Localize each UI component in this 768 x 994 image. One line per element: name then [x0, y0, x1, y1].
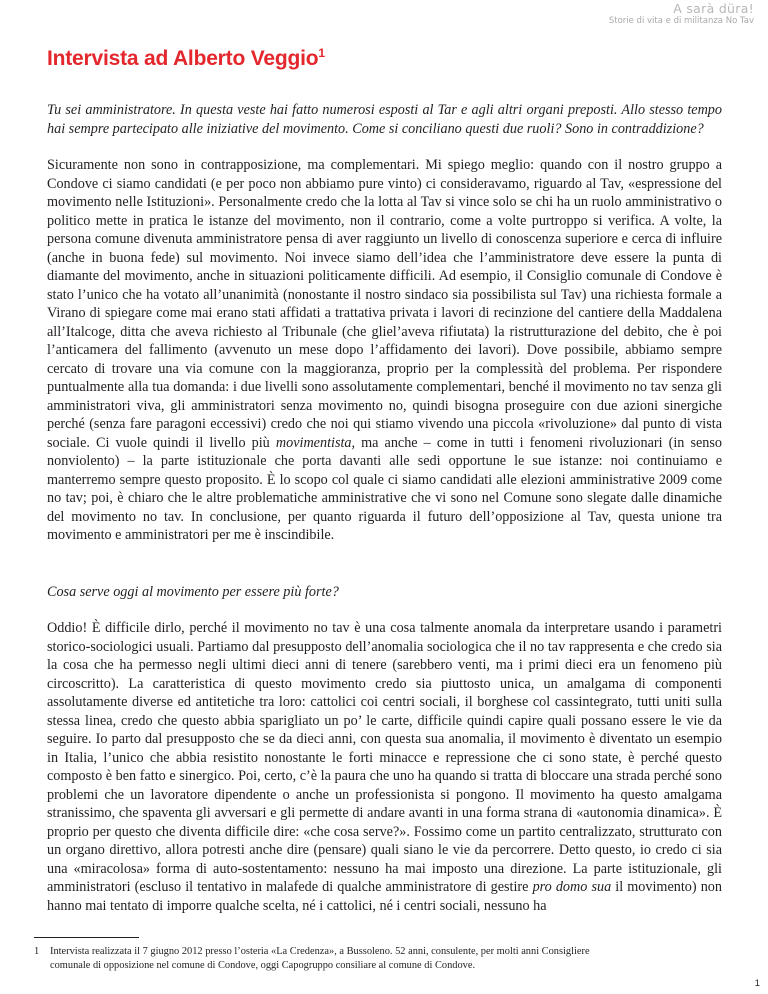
question-1: Tu sei amministratore. In questa veste hai fatto numerosi esposti al Tar e agli altri organi preposti. Allo stesso tempo hai sempre partecipato alle iniziative del movimento. Come si conciliano questi due ruoli? Sono in contraddizione?	[47, 102, 722, 137]
footnote-text-line-2: comunale di opposizione nel comune di Condove, oggi Capogruppo consiliare al comune di Condove.	[50, 959, 476, 971]
article-title	[47, 47, 325, 71]
answer-1-text-a: Sicuramente non sono in contrapposizione, ma complementari. Mi spiego meglio: quando con il nostro gruppo a Condove ci siamo candidati (e per poco non abbiamo pure vinto) ci consideravamo, riguardo al Tav, «espressione del movimento nelle Istituzioni». Personalmente credo che la lotta al Tav si vince solo se chi ha un ruolo amministrativo o politico mette in pratica le istanze del movimento, non il contrario, come a volte purtroppo si verifica. A volte, la persona comune divenuta amministratore pensa di aver raggiunto un livello di conoscenza superiore e cerca di influire (anche in buona fede) sul movimento. Noi invece siamo dell’idea che l’amministratore deve essere la punta di diamante del movimento, anche in situazioni politicamente difficili. Ad esempio, il Consiglio comunale di Condove è stato l’unico che ha votato all’unanimità (nonostante il nostro sindaco sia possibilista sul Tav) una richiesta formale a Virano di spiegare come mai erano stati affidati a trattativa privata i lavori di recinzione del cantiere della Maddalena all’Italcoge, ditta che aveva richiesto al Tribunale (che gliel’aveva rifiutata) la ristrutturazione del debito, che è poi l’anticamera del fallimento (avvenuto un mese dopo l’affidamento dei lavori). Dove possibile, abbiamo sempre cercato di trovare una via comune con la maggioranza, proprio per la complessità del problema. Per rispondere puntualmente alla tua domanda: i due livelli sono assolutamente complementari, benché il movimento no tav senza gli amministratori viva, gli amministratori senza movimento no, quindi bisogna proseguire con due azioni sinergiche perché (senza fare paragoni eccessivi) credo che noi qui stiamo vivendo una piccola «rivoluzione» dal punto di vista sociale. Ci vuole quindi il livello più	[47, 157, 722, 451]
book-subtitle: Storie di vita e di militanza No Tav	[608, 15, 754, 26]
answer-2	[47, 619, 722, 915]
answer-2-italic: pro domo sua	[532, 879, 612, 895]
answer-2-text-b: il movimento) non hanno mai tentato di imporre qualche scelta, né i cattolici, né i centri sociali, nessuno ha	[47, 879, 722, 914]
footnote	[34, 945, 724, 972]
footnote-reference: 1	[318, 46, 325, 60]
answer-1-text-b: ma anche – come in tutti i fenomeni rivoluzionari (in senso nonviolento) – la parte istituzionale che porta davanti alle sedi opportune le sue istanze: noi continuiamo e manterremo sempre questo proposito. È lo scopo col quale ci siamo candidati alle elezioni amministrative 2009 come no tav; poi, è chiaro che le altre problematiche amministrative che vi sono nel Comune sono slegate dalle dinamiche del movimento no tav. In conclusione, per quanto riguarda il futuro dell’opposizione al Tav, questa unione tra movimento e amministratori per me è inscindibile.	[47, 434, 722, 543]
running-header	[609, 3, 754, 25]
book-title: A sarà düra!	[673, 1, 754, 16]
article-title-text: Intervista ad Alberto Veggio	[47, 47, 319, 70]
answer-1	[47, 156, 722, 545]
article-body	[47, 101, 722, 915]
footnote-divider	[34, 937, 139, 938]
question-2: Cosa serve oggi al movimento per essere più forte?	[47, 583, 339, 600]
page-number: 1	[754, 978, 760, 989]
footnote-text-line-1: Intervista realizzata il 7 giugno 2012 presso l’osteria «La Credenza», a Bussoleno. 52 anni, consulente, per molti anni Consigliere	[50, 946, 590, 957]
answer-1-italic: movimentista,	[275, 434, 356, 451]
answer-2-text-a: Oddio! È difficile dirlo, perché il movimento no tav è una cosa talmente anomala da interpretare usando i parametri storico-sociologici usuali. Partiamo dal presupposto dell’anomalia sociologica che il no tav rappresenta e che credo sia la cosa che ha permesso negli ultimi dieci anni di tenere (sarebbero venti, ma i primi dieci era un fenomeno più circoscritto). La caratteristica di questo movimento credo sia piuttosto unica, un amalgama di componenti assolutamente diverse ed antitetiche tra loro: cattolici coi centri sociali, il borghese col cassintegrato, tutti uniti sulla stessa linea, credo che questo abbia sparigliato un po’ le carte, difficile quindi capire quali possano essere le vie da seguire. Io parto dal presupposto che se da dieci anni, con questa sua anomalia, il movimento è diventato un esempio in Italia, l’unico che abbia resistito nonostante le forti minacce e repressione che ci sono state, è perché questo composto è ben fatto e sinergico. Poi, certo, c’è la paura che uno ha quando si tratta di bloccare una strada perché sono problemi che un lavoratore dipendente o anche un professionista si pongono. Il movimento ha questo amalgama stranissimo, che spaventa gli avversari e gli permette di andare avanti in una forma strana di «autonomia dinamica». È proprio per questo che diventa difficile dire: «che cosa serve?». Fossimo come un partito centralizzato, strutturato con un organo direttivo, allora potresti anche dire (pensare) quali siano le vie da percorrere. Detto questo, io credo ci sia una «miracolosa» forma di auto-sostentamento: nessuno ha mai imposto una direzione. La parte istituzionale, gli amministratori (escluso il tentativo in malafede di qualche amministratore di gestire	[47, 620, 722, 895]
footnote-number: 1	[34, 946, 40, 957]
